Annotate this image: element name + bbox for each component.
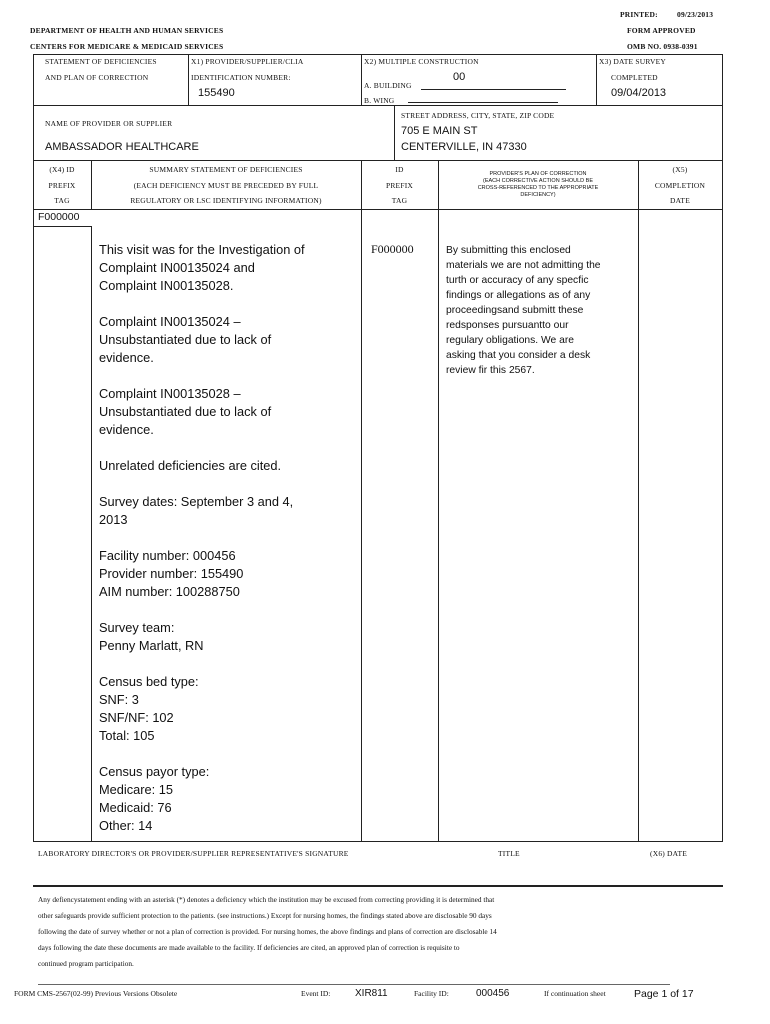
continuation-label: If continuation sheet: [544, 989, 606, 998]
disclaimer-line-2: other safeguards provide sufficient protection to the patients. (see instructions.) Except for nursing homes, the findings stated above are disclosable 90 days: [38, 911, 492, 920]
x4-header-2: PREFIX: [48, 181, 76, 190]
disclaimer-line-4: days following the date these documents are made available to the facility. If deficiencies are cited, an approved plan of correction is requisite to: [38, 943, 460, 952]
plan-header: [438, 171, 638, 199]
provider-number: 155490: [198, 87, 235, 99]
correction-text: By submitting this enclosed materials we are not admitting the turth or accuracy of any specfic findings or allegations as of any proceedingsand submitt these redsponses pursuantto our regulary obligations. We are asking that you consider a desk review fir this 2567.: [446, 245, 601, 376]
provider-name-label: NAME OF PROVIDER OR SUPPLIER: [45, 119, 173, 128]
statement-label-1: STATEMENT OF DEFICIENCIES: [45, 57, 157, 66]
facility-id-label: Facility ID:: [414, 989, 449, 998]
x2-label: X2) MULTIPLE CONSTRUCTION: [364, 57, 479, 66]
centers-title: CENTERS FOR MEDICARE & MEDICAID SERVICES: [30, 42, 224, 51]
disclaimer-line-1: Any defiencystatement ending with an asterisk (*) denotes a deficiency which the institution may be excused from correcting providing it is determined that: [38, 895, 495, 904]
id-header-2: PREFIX: [385, 181, 414, 190]
department-title: DEPARTMENT OF HEALTH AND HUMAN SERVICES: [30, 26, 224, 35]
printed-label: PRINTED:: [620, 10, 658, 19]
statement-label-2: AND PLAN OF CORRECTION: [45, 73, 149, 82]
address-line-1: 705 E MAIN ST: [401, 125, 478, 137]
event-id-value: XIR811: [355, 988, 388, 999]
form-status: FORM APPROVED: [627, 26, 696, 35]
x4-header-3: TAG: [54, 196, 70, 205]
page-number: Page 1 of 17: [634, 988, 694, 1000]
form-label: FORM CMS-2567(02-99) Previous Versions Obsolete: [14, 989, 178, 998]
plan-header-3: CROSS-REFERENCED TO THE APPROPRIATE: [477, 185, 599, 191]
x5-header-3: DATE: [670, 196, 690, 205]
address-line-2: CENTERVILLE, IN 47330: [401, 141, 527, 153]
signature-label: LABORATORY DIRECTOR'S OR PROVIDER/SUPPLIER REPRESENTATIVE'S SIGNATURE: [38, 849, 349, 858]
x1-label-1: X1) PROVIDER/SUPPLIER/CLIA: [191, 57, 304, 66]
x3-label-2: COMPLETED: [611, 73, 658, 82]
summary-text: This visit was for the Investigation of Complaint IN00135024 and Complaint IN00135028. Complaint IN00135024 – Unsubstantiated due to lack of evidence. Complaint IN00135028 – Unsubstantiated due to lack of evidence. Unrelated deficiencies are cited. Survey dates: September 3 and 4, 2013 Facility number: 000456 Provider number: 155490 AIM number: 100288750 Survey team: Penny Marlatt, RN Census bed type: SNF: 3 SNF/NF: 102 Total: 105 Census payor type: Medicare: 15 Medicaid: 76 Other: 14: [99, 242, 305, 833]
building-label: A. BUILDING: [364, 81, 412, 90]
right-tag: F000000: [371, 242, 414, 256]
omb-number: OMB NO. 0938-0391: [627, 42, 698, 51]
x5-header-1: (X5): [672, 165, 688, 174]
survey-date: 09/04/2013: [611, 87, 667, 99]
id-header-3: TAG: [391, 196, 408, 205]
x6-date-label: (X6) DATE: [650, 849, 688, 858]
summary-header-2: (EACH DEFICIENCY MUST BE PRECEDED BY FULL: [133, 181, 319, 190]
printed-date: 09/23/2013: [677, 10, 714, 19]
facility-id-value: 000456: [476, 988, 510, 999]
disclaimer: [38, 892, 718, 972]
left-tag: F000000: [38, 211, 80, 223]
building-value: 00: [453, 71, 466, 83]
title-label: TITLE: [498, 849, 520, 858]
provider-name: AMBASSADOR HEALTHCARE: [45, 141, 199, 153]
disclaimer-line-5: continued program participation.: [38, 959, 134, 968]
summary-header-3: REGULATORY OR LSC IDENTIFYING INFORMATION): [130, 196, 322, 205]
event-id-label: Event ID:: [301, 989, 331, 998]
summary-header-1: SUMMARY STATEMENT OF DEFICIENCIES: [149, 165, 303, 174]
disclaimer-line-3: following the date of survey whether or not a plan of correction is provided. For nursing homes, the above findings and plans of correction are disclosable 14: [38, 927, 497, 936]
id-header-1: ID: [395, 165, 404, 174]
wing-label: B. WING: [364, 96, 395, 105]
address-label: STREET ADDRESS, CITY, STATE, ZIP CODE: [401, 111, 555, 120]
x1-label-2: IDENTIFICATION NUMBER:: [191, 73, 291, 82]
x4-header-1: (X4) ID: [49, 165, 75, 174]
plan-header-1: PROVIDER'S PLAN OF CORRECTION: [489, 171, 587, 177]
x5-header-2: COMPLETION: [654, 181, 706, 190]
x3-label-1: X3) DATE SURVEY: [599, 57, 666, 66]
plan-header-4: DEFICIENCY): [520, 192, 556, 198]
plan-header-2: (EACH CORRECTIVE ACTION SHOULD BE: [482, 178, 594, 184]
